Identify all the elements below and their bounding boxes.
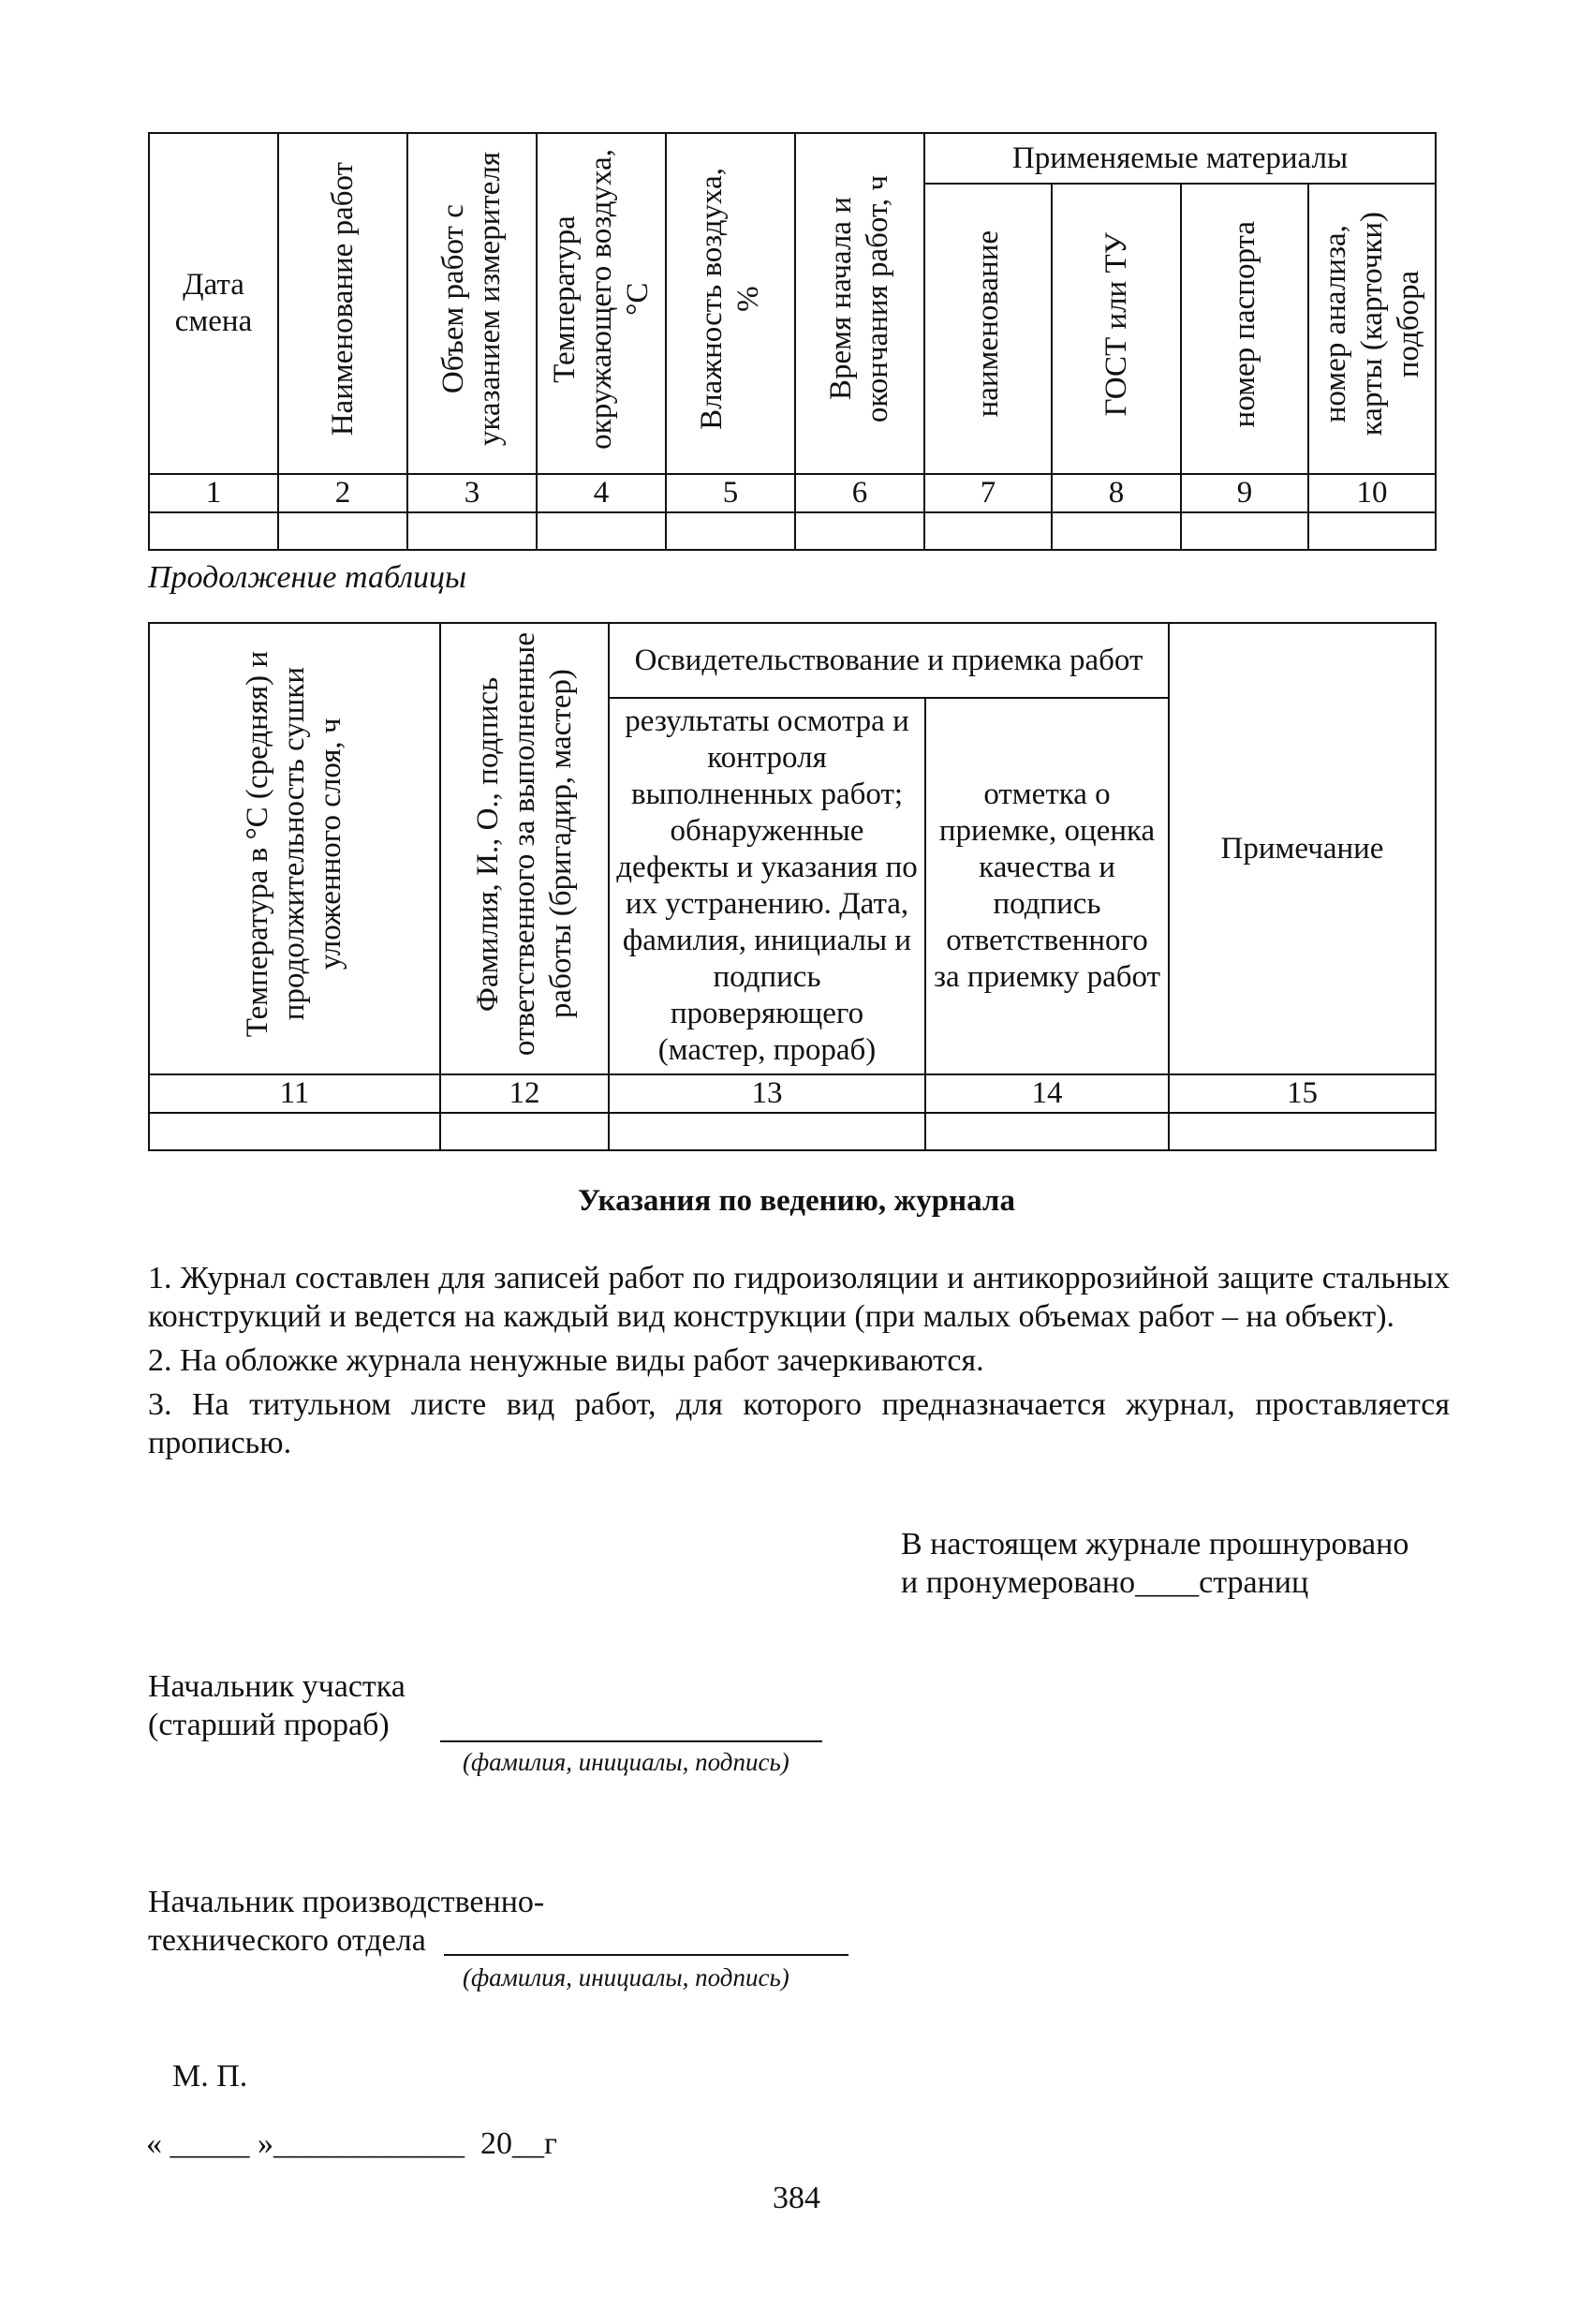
column-number: 14 [925,1074,1169,1113]
empty-cell [795,512,924,550]
header-inspection-results: результаты осмотра и контроля выполненных работ; обнаруженные дефекты и указания по их устранению. Дата, фамилия, инициалы и подпись проверяющего (мастер, прораб) [609,698,925,1074]
empty-cell [537,512,666,550]
column-number: 6 [795,474,924,512]
site-head-signature-caption: (фамилия, инициалы, подпись) [463,1748,789,1776]
header-responsible: Фамилия, И., О., подпись ответственного за выполненные работы (бригадир, мастер) [440,623,609,1074]
ptd-head-signature-caption: (фамилия, инициалы, подпись) [463,1963,789,1991]
column-number: 7 [924,474,1052,512]
empty-cell [407,512,537,550]
column-number: 9 [1181,474,1308,512]
site-head-signature-line [440,1740,822,1742]
ptd-head-title: Начальник производственно- [148,1885,545,1919]
empty-cell [149,1113,440,1150]
header-material-analysis: номер анализа, карты (карточки) подбора [1308,184,1436,474]
empty-cell [924,512,1052,550]
ptd-head-subtitle: технического отдела [148,1923,426,1958]
header-note: Примечание [1169,623,1436,1074]
empty-cell [149,512,278,550]
column-number: 12 [440,1074,609,1113]
binding-note-line1: В настоящем журнале прошнуровано [901,1527,1409,1562]
empty-cell [278,512,407,550]
header-date-shift: Дата смена [149,133,278,474]
column-numbers-row [149,474,1436,512]
column-number: 2 [278,474,407,512]
header-material-passport: номер паспорта [1181,184,1308,474]
header-volume: Объем работ с указанием измерителя [407,133,537,474]
column-number: 3 [407,474,537,512]
column-number: 1 [149,474,278,512]
date-line: « _____ »____________ 20__г [146,2126,557,2161]
column-number: 4 [537,474,666,512]
empty-cell [1181,512,1308,550]
column-numbers-row [149,1074,1436,1113]
ptd-head-signature-label [148,1883,544,1960]
instructions-title: Указания по ведению, журнала [578,1184,1015,1218]
column-number: 13 [609,1074,925,1113]
header-temperature: Температура окружающего воздуха, °С [537,133,666,474]
journal-table-part1 [148,132,1437,551]
column-number: 11 [149,1074,440,1113]
instruction-item: 1. Журнал составлен для записей работ по гидроизоляции и антикоррозийной защите стальных конструкций и ведется на каждый вид конструкции (при малых объемах работ – на объект). [148,1261,1450,1334]
instruction-item: 3. На титульном листе вид работ, для которого предназначается журнал, проставляется прописью. [148,1387,1450,1460]
site-head-title: Начальник участка [148,1669,406,1704]
header-work-name: Наименование работ [278,133,407,474]
empty-cell [609,1113,925,1150]
binding-note-line2: и пронумеровано____страниц [901,1565,1309,1600]
empty-cell [1308,512,1436,550]
column-number: 10 [1308,474,1436,512]
journal-table-part2 [148,622,1437,1151]
empty-entry-row [149,512,1436,550]
page-number: 384 [773,2181,820,2215]
empty-cell [440,1113,609,1150]
site-head-subtitle: (старший прораб) [148,1708,390,1742]
header-humidity: Влажность воздуха, % [666,133,795,474]
header-material-name: наименование [924,184,1052,474]
column-number: 5 [666,474,795,512]
header-acceptance-mark: отметка о приемке, оценка качества и подпись ответственного за приемку работ [925,698,1169,1074]
instructions-list [148,1259,1450,1468]
instruction-item: 2. На обложке журнала ненужные виды работ зачеркиваются. [148,1343,984,1378]
header-temp-drying: Температура в °С (средняя) и продолжительность сушки уложенного слоя, ч [149,623,440,1074]
site-head-signature-label [148,1667,406,1744]
empty-cell [925,1113,1169,1150]
header-inspection: Освидетельствование и приемка работ [609,623,1169,698]
empty-cell [1169,1113,1436,1150]
header-materials: Применяемые материалы [924,133,1436,184]
continuation-label: Продолжение таблицы [148,560,467,595]
header-material-gost: ГОСТ или ТУ [1052,184,1181,474]
ptd-head-signature-line [444,1954,848,1956]
header-time: Время начала и окончания работ, ч [795,133,924,474]
binding-note [901,1525,1409,1602]
column-number: 15 [1169,1074,1436,1113]
stamp-placeholder: М. П. [172,2059,248,2094]
column-number: 8 [1052,474,1181,512]
empty-cell [666,512,795,550]
empty-cell [1052,512,1181,550]
empty-entry-row [149,1113,1436,1150]
